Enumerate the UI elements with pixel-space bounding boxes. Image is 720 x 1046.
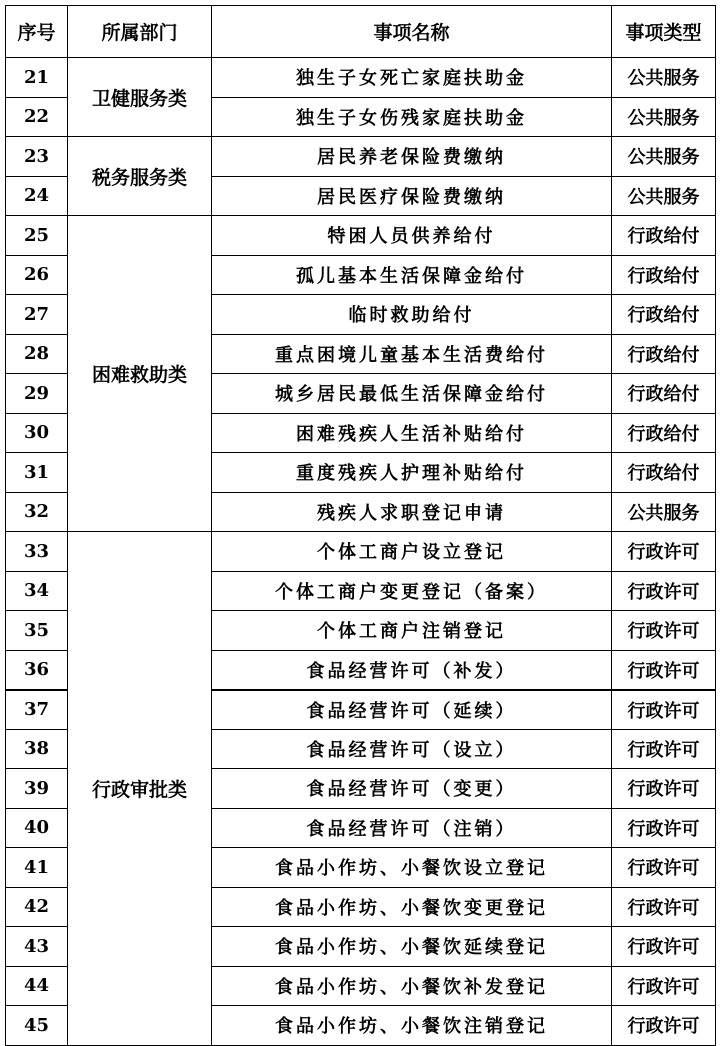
row-name: 食品经营许可（延续） xyxy=(212,690,612,730)
row-seq: 22 xyxy=(6,97,68,137)
row-type: 行政给付 xyxy=(612,453,716,493)
row-seq: 40 xyxy=(6,808,68,848)
row-name: 个体工商户注销登记 xyxy=(212,611,612,651)
row-seq: 29 xyxy=(6,374,68,414)
row-name: 居民医疗保险费缴纳 xyxy=(212,176,612,216)
row-name: 食品经营许可（注销） xyxy=(212,808,612,848)
row-seq: 33 xyxy=(6,532,68,572)
row-seq: 31 xyxy=(6,453,68,493)
row-seq: 43 xyxy=(6,927,68,967)
row-seq: 25 xyxy=(6,216,68,256)
dept-health: 卫健服务类 xyxy=(68,58,212,137)
row-name: 重点困境儿童基本生活费给付 xyxy=(212,334,612,374)
row-seq: 23 xyxy=(6,137,68,177)
row-name: 临时救助给付 xyxy=(212,295,612,335)
row-name: 居民养老保险费缴纳 xyxy=(212,137,612,177)
row-seq: 30 xyxy=(6,413,68,453)
row-seq: 44 xyxy=(6,966,68,1006)
table-row xyxy=(6,216,716,256)
header-type: 事项类型 xyxy=(612,6,716,58)
row-type: 行政许可 xyxy=(612,887,716,927)
row-name: 个体工商户变更登记（备案） xyxy=(212,571,612,611)
row-seq: 42 xyxy=(6,887,68,927)
row-seq: 27 xyxy=(6,295,68,335)
row-name: 重度残疾人护理补贴给付 xyxy=(212,453,612,493)
row-name: 食品小作坊、小餐饮注销登记 xyxy=(212,1006,612,1046)
row-name: 食品经营许可（补发） xyxy=(212,650,612,690)
row-seq: 28 xyxy=(6,334,68,374)
row-seq: 26 xyxy=(6,255,68,295)
row-name: 食品经营许可（变更） xyxy=(212,769,612,809)
row-name: 特困人员供养给付 xyxy=(212,216,612,256)
table-row xyxy=(6,137,716,177)
row-type: 行政给付 xyxy=(612,334,716,374)
row-seq: 34 xyxy=(6,571,68,611)
header-name: 事项名称 xyxy=(212,6,612,58)
dept-relief: 困难救助类 xyxy=(68,216,212,532)
dept-tax: 税务服务类 xyxy=(68,137,212,216)
row-name: 食品小作坊、小餐饮变更登记 xyxy=(212,887,612,927)
row-type: 行政许可 xyxy=(612,690,716,730)
row-seq: 21 xyxy=(6,58,68,98)
row-name: 残疾人求职登记申请 xyxy=(212,492,612,532)
row-seq: 32 xyxy=(6,492,68,532)
row-seq: 39 xyxy=(6,769,68,809)
row-type: 行政许可 xyxy=(612,927,716,967)
row-type: 行政许可 xyxy=(612,611,716,651)
row-name: 独生子女伤残家庭扶助金 xyxy=(212,97,612,137)
table-body xyxy=(6,58,716,1046)
row-type: 公共服务 xyxy=(612,137,716,177)
row-type: 行政许可 xyxy=(612,1006,716,1046)
row-name: 独生子女死亡家庭扶助金 xyxy=(212,58,612,98)
header-dept: 所属部门 xyxy=(68,6,212,58)
row-type: 行政给付 xyxy=(612,374,716,414)
dept-approval: 行政审批类 xyxy=(68,532,212,1046)
row-seq: 38 xyxy=(6,729,68,769)
row-seq: 24 xyxy=(6,176,68,216)
row-name: 困难残疾人生活补贴给付 xyxy=(212,413,612,453)
row-name: 食品小作坊、小餐饮延续登记 xyxy=(212,927,612,967)
row-name: 食品小作坊、小餐饮补发登记 xyxy=(212,966,612,1006)
row-name: 孤儿基本生活保障金给付 xyxy=(212,255,612,295)
row-seq: 36 xyxy=(6,650,68,690)
row-type: 行政许可 xyxy=(612,729,716,769)
row-type: 行政许可 xyxy=(612,848,716,888)
table-row xyxy=(6,532,716,572)
row-type: 公共服务 xyxy=(612,492,716,532)
row-seq: 45 xyxy=(6,1006,68,1046)
header-seq: 序号 xyxy=(6,6,68,58)
row-type: 行政给付 xyxy=(612,216,716,256)
row-type: 行政许可 xyxy=(612,650,716,690)
row-type: 行政许可 xyxy=(612,769,716,809)
row-type: 行政许可 xyxy=(612,571,716,611)
table-row xyxy=(6,58,716,98)
row-seq: 37 xyxy=(6,690,68,730)
table-header xyxy=(6,6,716,58)
row-name: 食品小作坊、小餐饮设立登记 xyxy=(212,848,612,888)
row-type: 公共服务 xyxy=(612,58,716,98)
row-type: 行政许可 xyxy=(612,808,716,848)
row-type: 公共服务 xyxy=(612,176,716,216)
row-name: 个体工商户设立登记 xyxy=(212,532,612,572)
row-seq: 35 xyxy=(6,611,68,651)
service-items-table xyxy=(5,5,716,1046)
row-name: 食品经营许可（设立） xyxy=(212,729,612,769)
row-type: 公共服务 xyxy=(612,97,716,137)
row-seq: 41 xyxy=(6,848,68,888)
row-type: 行政许可 xyxy=(612,966,716,1006)
row-type: 行政给付 xyxy=(612,413,716,453)
row-type: 行政给付 xyxy=(612,295,716,335)
header-row xyxy=(6,6,716,58)
row-type: 行政许可 xyxy=(612,532,716,572)
row-name: 城乡居民最低生活保障金给付 xyxy=(212,374,612,414)
row-type: 行政给付 xyxy=(612,255,716,295)
